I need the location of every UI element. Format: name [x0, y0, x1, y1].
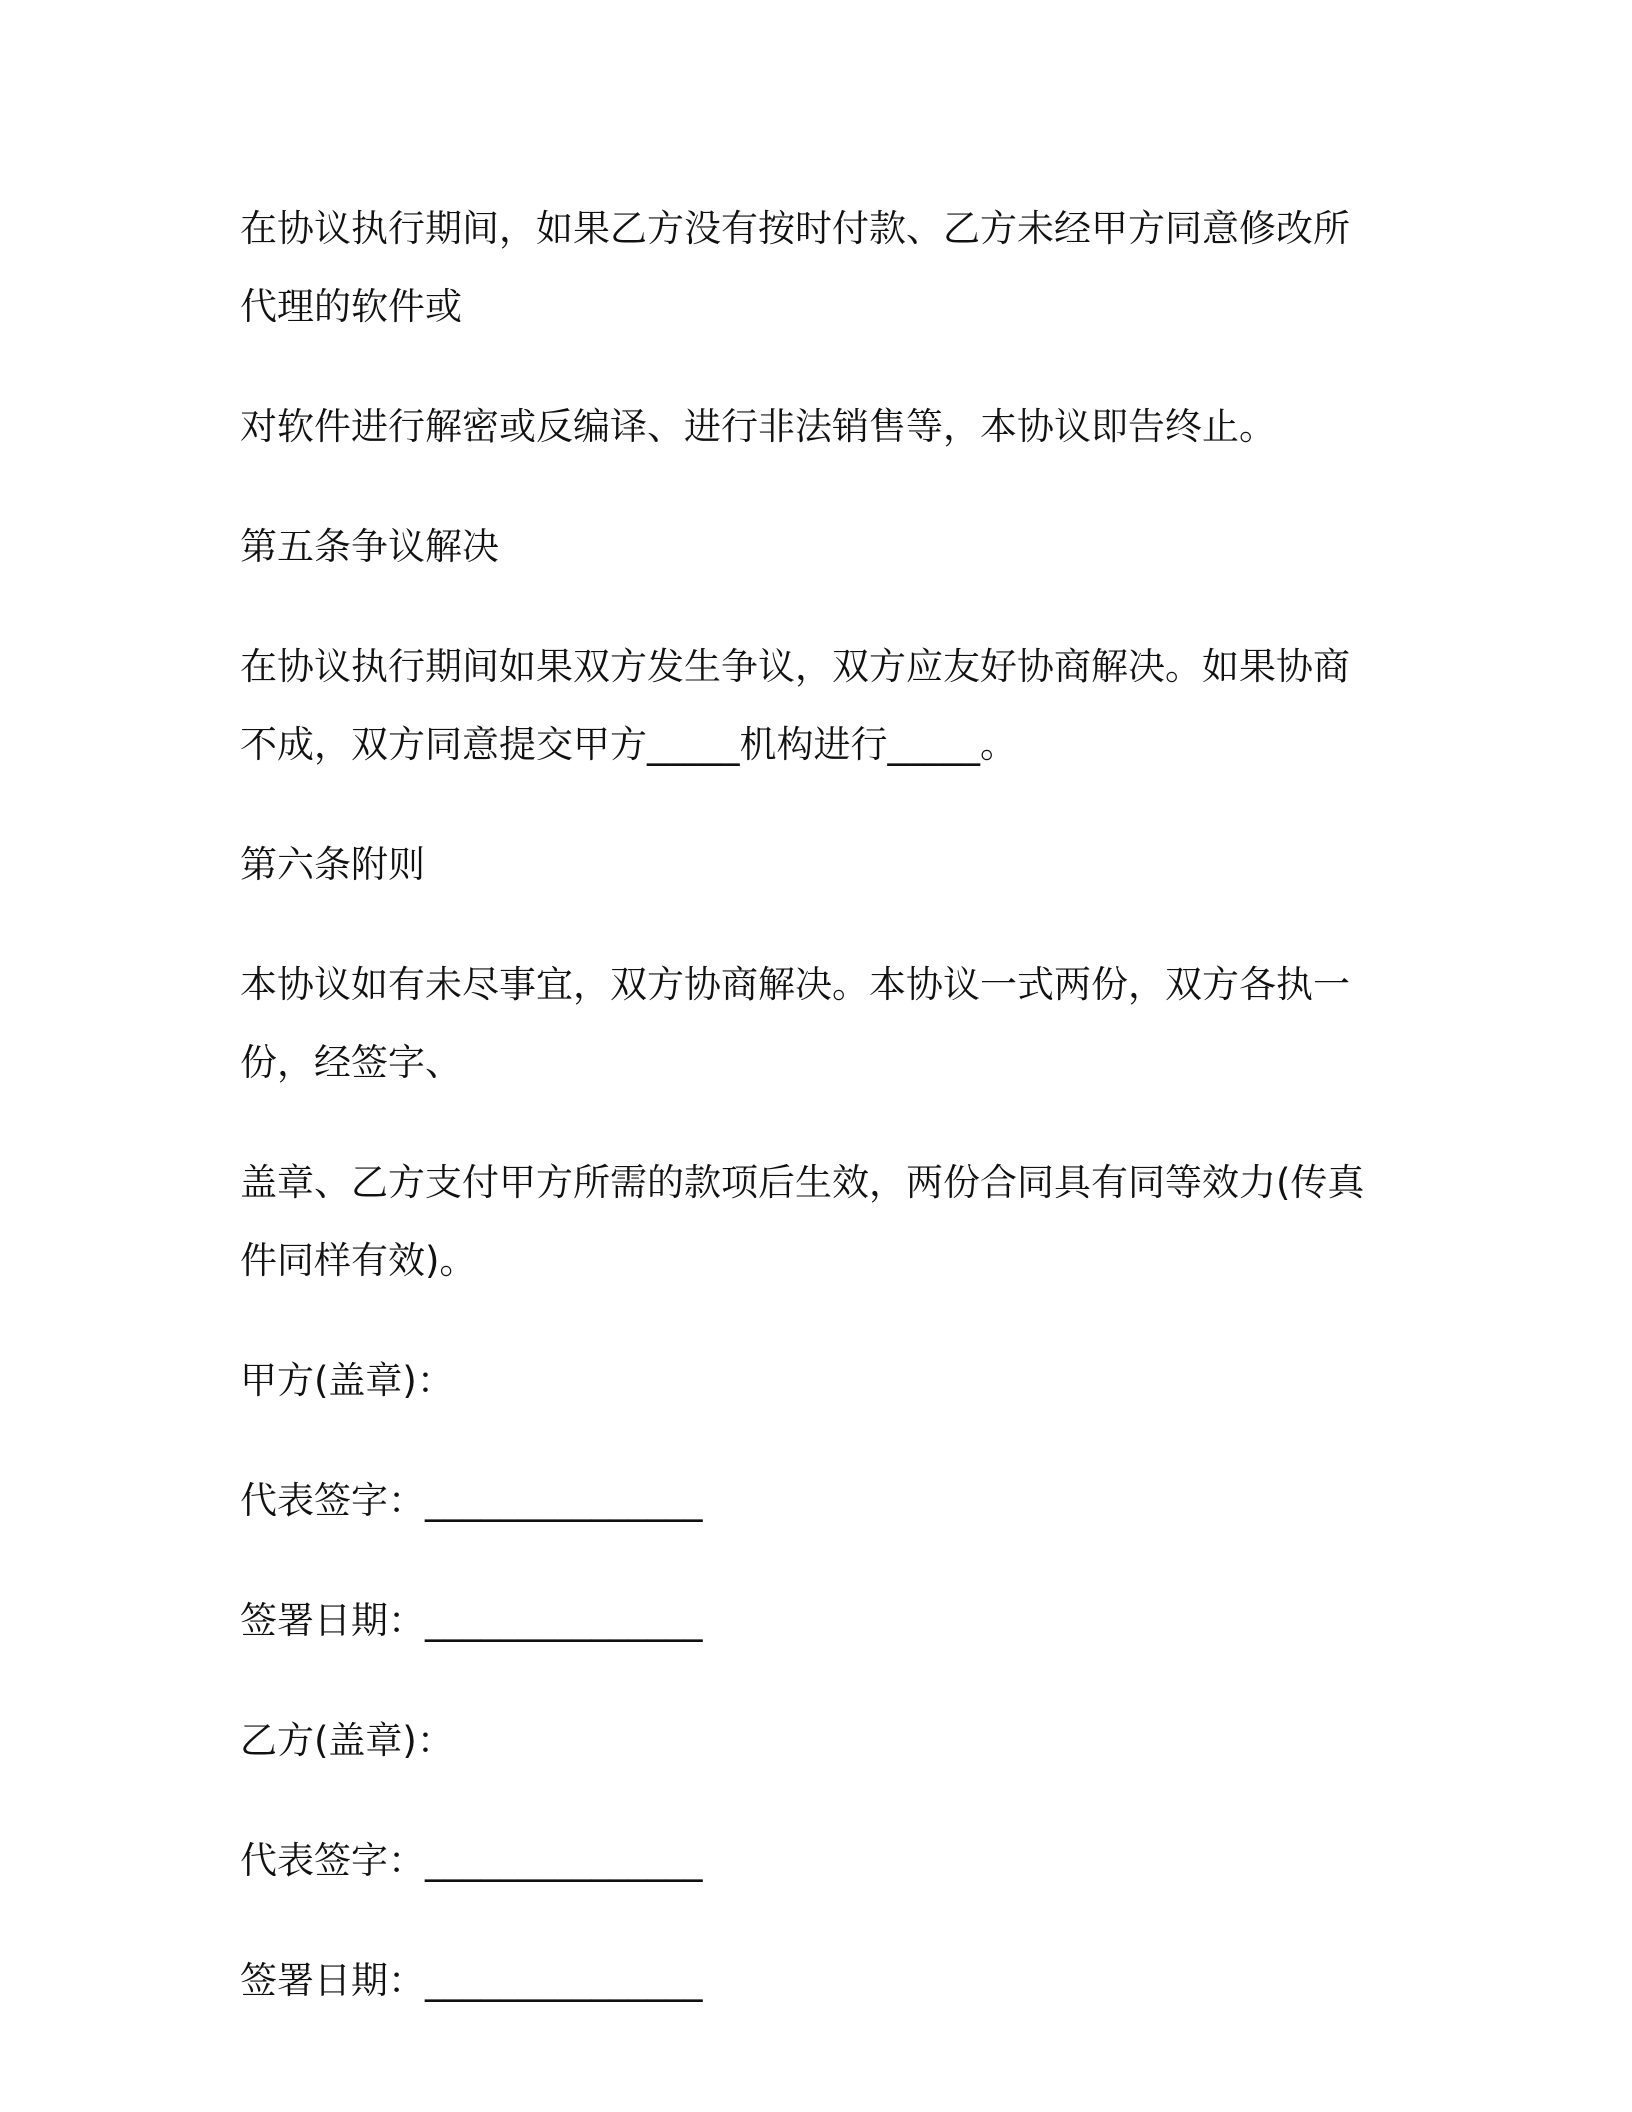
- party-b-seal-label: 乙方(盖章)：: [240, 1719, 454, 1762]
- text-line: 代理的软件或: [240, 285, 462, 328]
- text-line: 在协议执行期间，如果乙方没有按时付款、乙方未经甲方同意修改所: [240, 207, 1350, 250]
- party-a-sign-date: 签署日期：_______________: [240, 1599, 703, 1642]
- text-line: 在协议执行期间如果双方发生争议，双方应友好协商解决。如果协商: [240, 645, 1350, 688]
- clause-supplementary-paragraph-1: [240, 946, 1380, 1102]
- text-line: 份，经签字、: [240, 1041, 462, 1084]
- section-heading-supplementary: [240, 826, 1380, 904]
- document-content: [240, 190, 1380, 2062]
- party-a-representative-signature: 代表签字：_______________: [240, 1479, 703, 1522]
- party-b-sign-date: 签署日期：_______________: [240, 1959, 703, 2002]
- section-heading-dispute-resolution: [240, 508, 1380, 586]
- heading-text: 第六条附则: [240, 843, 425, 886]
- text-line: 盖章、乙方支付甲方所需的款项后生效，两份合同具有同等效力(传真: [240, 1161, 1365, 1204]
- clause-termination-paragraph-2: [240, 388, 1380, 466]
- text-line: 件同样有效)。: [240, 1239, 477, 1282]
- party-a-seal-label: 甲方(盖章)：: [240, 1359, 454, 1402]
- text-line: 对软件进行解密或反编译、进行非法销售等，本协议即告终止。: [240, 405, 1276, 448]
- text-line: 本协议如有未尽事宜，双方协商解决。本协议一式两份，双方各执一: [240, 963, 1350, 1006]
- party-b-representative-signature: 代表签字：_______________: [240, 1839, 703, 1882]
- clause-dispute-paragraph: [240, 628, 1380, 784]
- clause-supplementary-paragraph-2: [240, 1144, 1380, 1300]
- heading-text: 第五条争议解决: [240, 525, 499, 568]
- clause-termination-paragraph-1: [240, 190, 1380, 346]
- text-line: 不成，双方同意提交甲方_____机构进行_____。: [240, 723, 1017, 766]
